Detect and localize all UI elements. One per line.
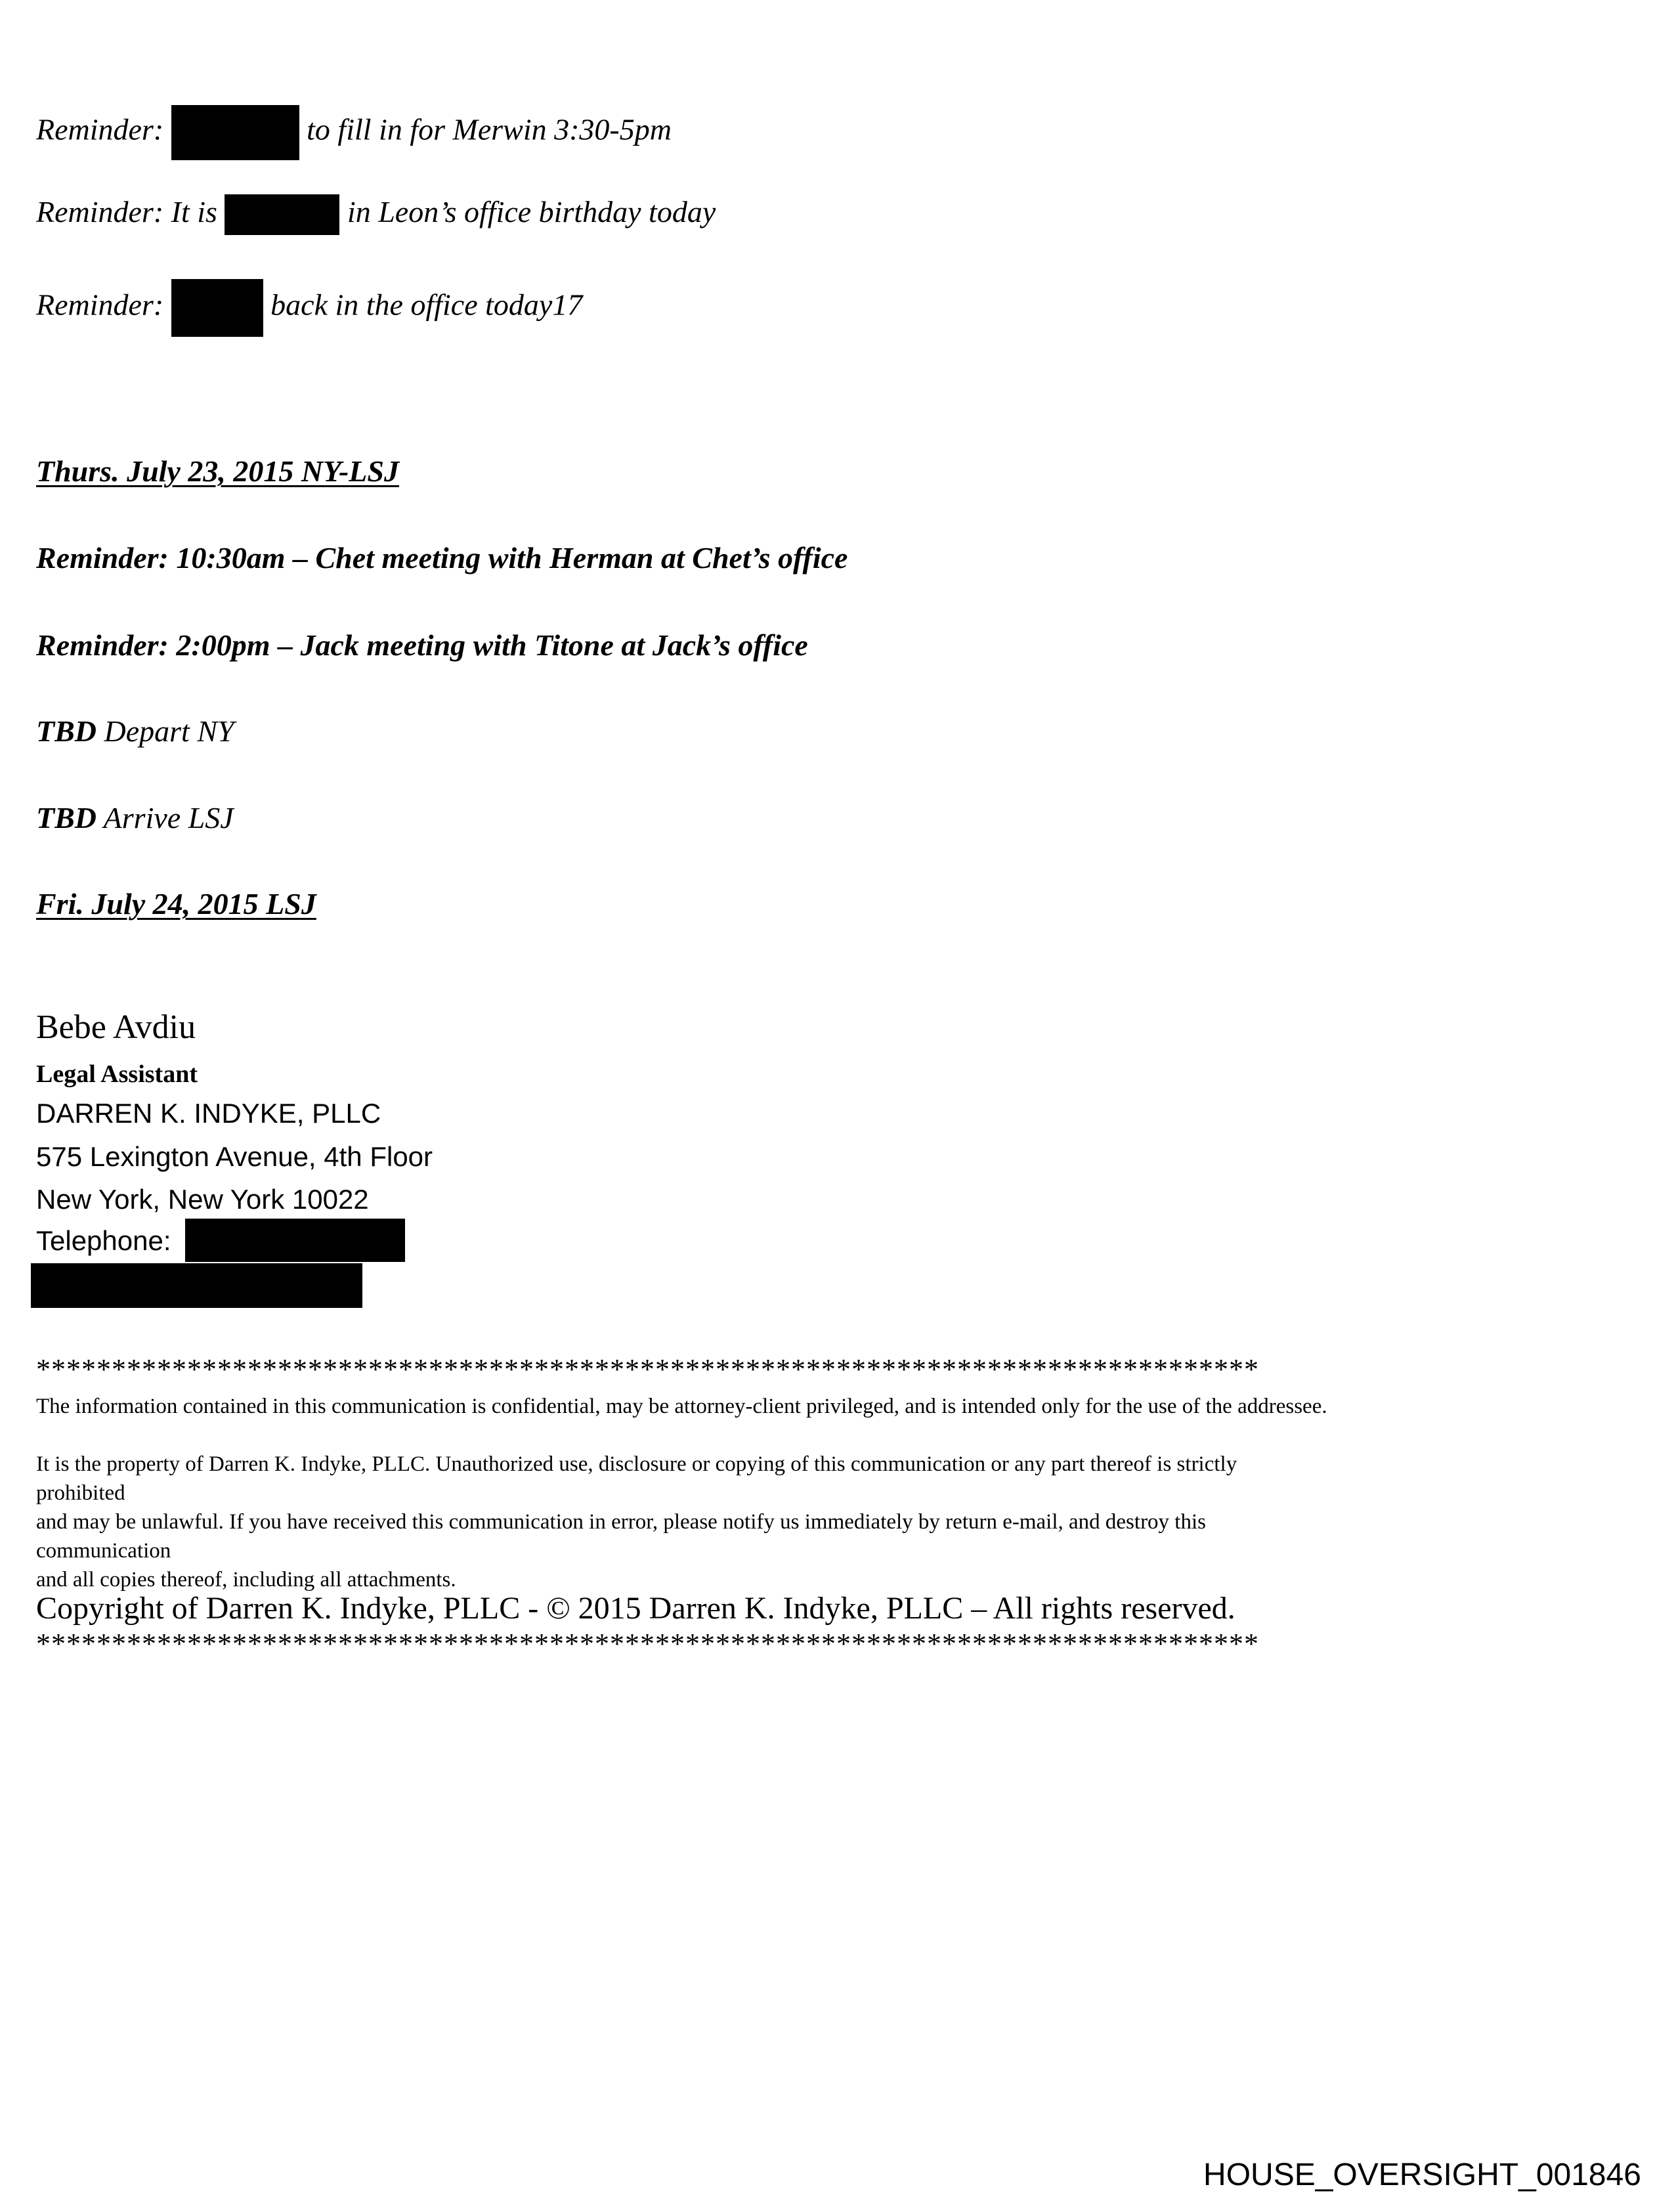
- reminder-line-1: [36, 105, 672, 160]
- signature-address-line-2: New York, New York 10022: [36, 1184, 369, 1215]
- disclaimer-line: and may be unlawful. If you have received this communication in error, please notify us immediately by return e-mail, and destroy this: [36, 1510, 1206, 1534]
- reminder-line-2: [36, 192, 716, 235]
- depart-text: Depart NY: [97, 714, 234, 748]
- disclaimer-line: and all copies thereof, including all attachments.: [36, 1568, 456, 1592]
- disclaimer-line: communication: [36, 1539, 171, 1563]
- signature-firm: DARREN K. INDYKE, PLLC: [36, 1098, 381, 1129]
- redaction-box: [171, 105, 299, 160]
- signature-title: Legal Assistant: [36, 1060, 198, 1088]
- reminder-prefix: Reminder:: [36, 288, 171, 322]
- redaction-box: [225, 194, 339, 235]
- disclaimer-paragraph-1: The information contained in this communication is confidential, may be attorney-client privileged, and is intended only for the use of the addressee.: [36, 1395, 1327, 1418]
- reminder-text: in Leon’s office birthday today: [339, 195, 716, 228]
- bates-number: HOUSE_OVERSIGHT_001846: [1203, 2158, 1641, 2192]
- day-heading-july-23: Thurs. July 23, 2015 NY-LSJ: [36, 454, 399, 488]
- signature-name: Bebe Avdiu: [36, 1008, 196, 1046]
- separator-stars-top: *********************************************************************************: [36, 1353, 1259, 1385]
- tbd-tag: TBD: [36, 714, 97, 748]
- schedule-item: Reminder: 10:30am – Chet meeting with Herman at Chet’s office: [36, 541, 848, 575]
- copyright-notice: Copyright of Darren K. Indyke, PLLC - © 2015 Darren K. Indyke, PLLC – All rights reserved.: [36, 1591, 1235, 1626]
- reminder-prefix: Reminder: It is: [36, 195, 225, 228]
- reminder-prefix: Reminder:: [36, 112, 171, 146]
- signature-address-line-1: 575 Lexington Avenue, 4th Floor: [36, 1141, 433, 1172]
- day-heading-july-24: Fri. July 24, 2015 LSJ: [36, 887, 316, 921]
- tbd-tag: TBD: [36, 801, 97, 835]
- disclaimer-line: It is the property of Darren K. Indyke, PLLC. Unauthorized use, disclosure or copying of this communication or any part thereof is strictly: [36, 1452, 1237, 1476]
- depart-line: [36, 712, 234, 751]
- redaction-box: [31, 1263, 362, 1308]
- disclaimer-line: prohibited: [36, 1481, 125, 1505]
- separator-stars-bottom: *********************************************************************************: [36, 1628, 1259, 1660]
- arrive-line: [36, 798, 234, 838]
- reminder-text: to fill in for Merwin 3:30-5pm: [299, 112, 672, 146]
- redaction-box: [171, 279, 263, 337]
- reminder-line-3: [36, 279, 582, 337]
- schedule-item: Reminder: 2:00pm – Jack meeting with Titone at Jack’s office: [36, 628, 808, 662]
- reminder-text: back in the office today17: [263, 288, 583, 322]
- signature-telephone-label: Telephone:: [36, 1225, 171, 1256]
- arrive-text: Arrive LSJ: [97, 801, 234, 835]
- redaction-box: [185, 1219, 405, 1262]
